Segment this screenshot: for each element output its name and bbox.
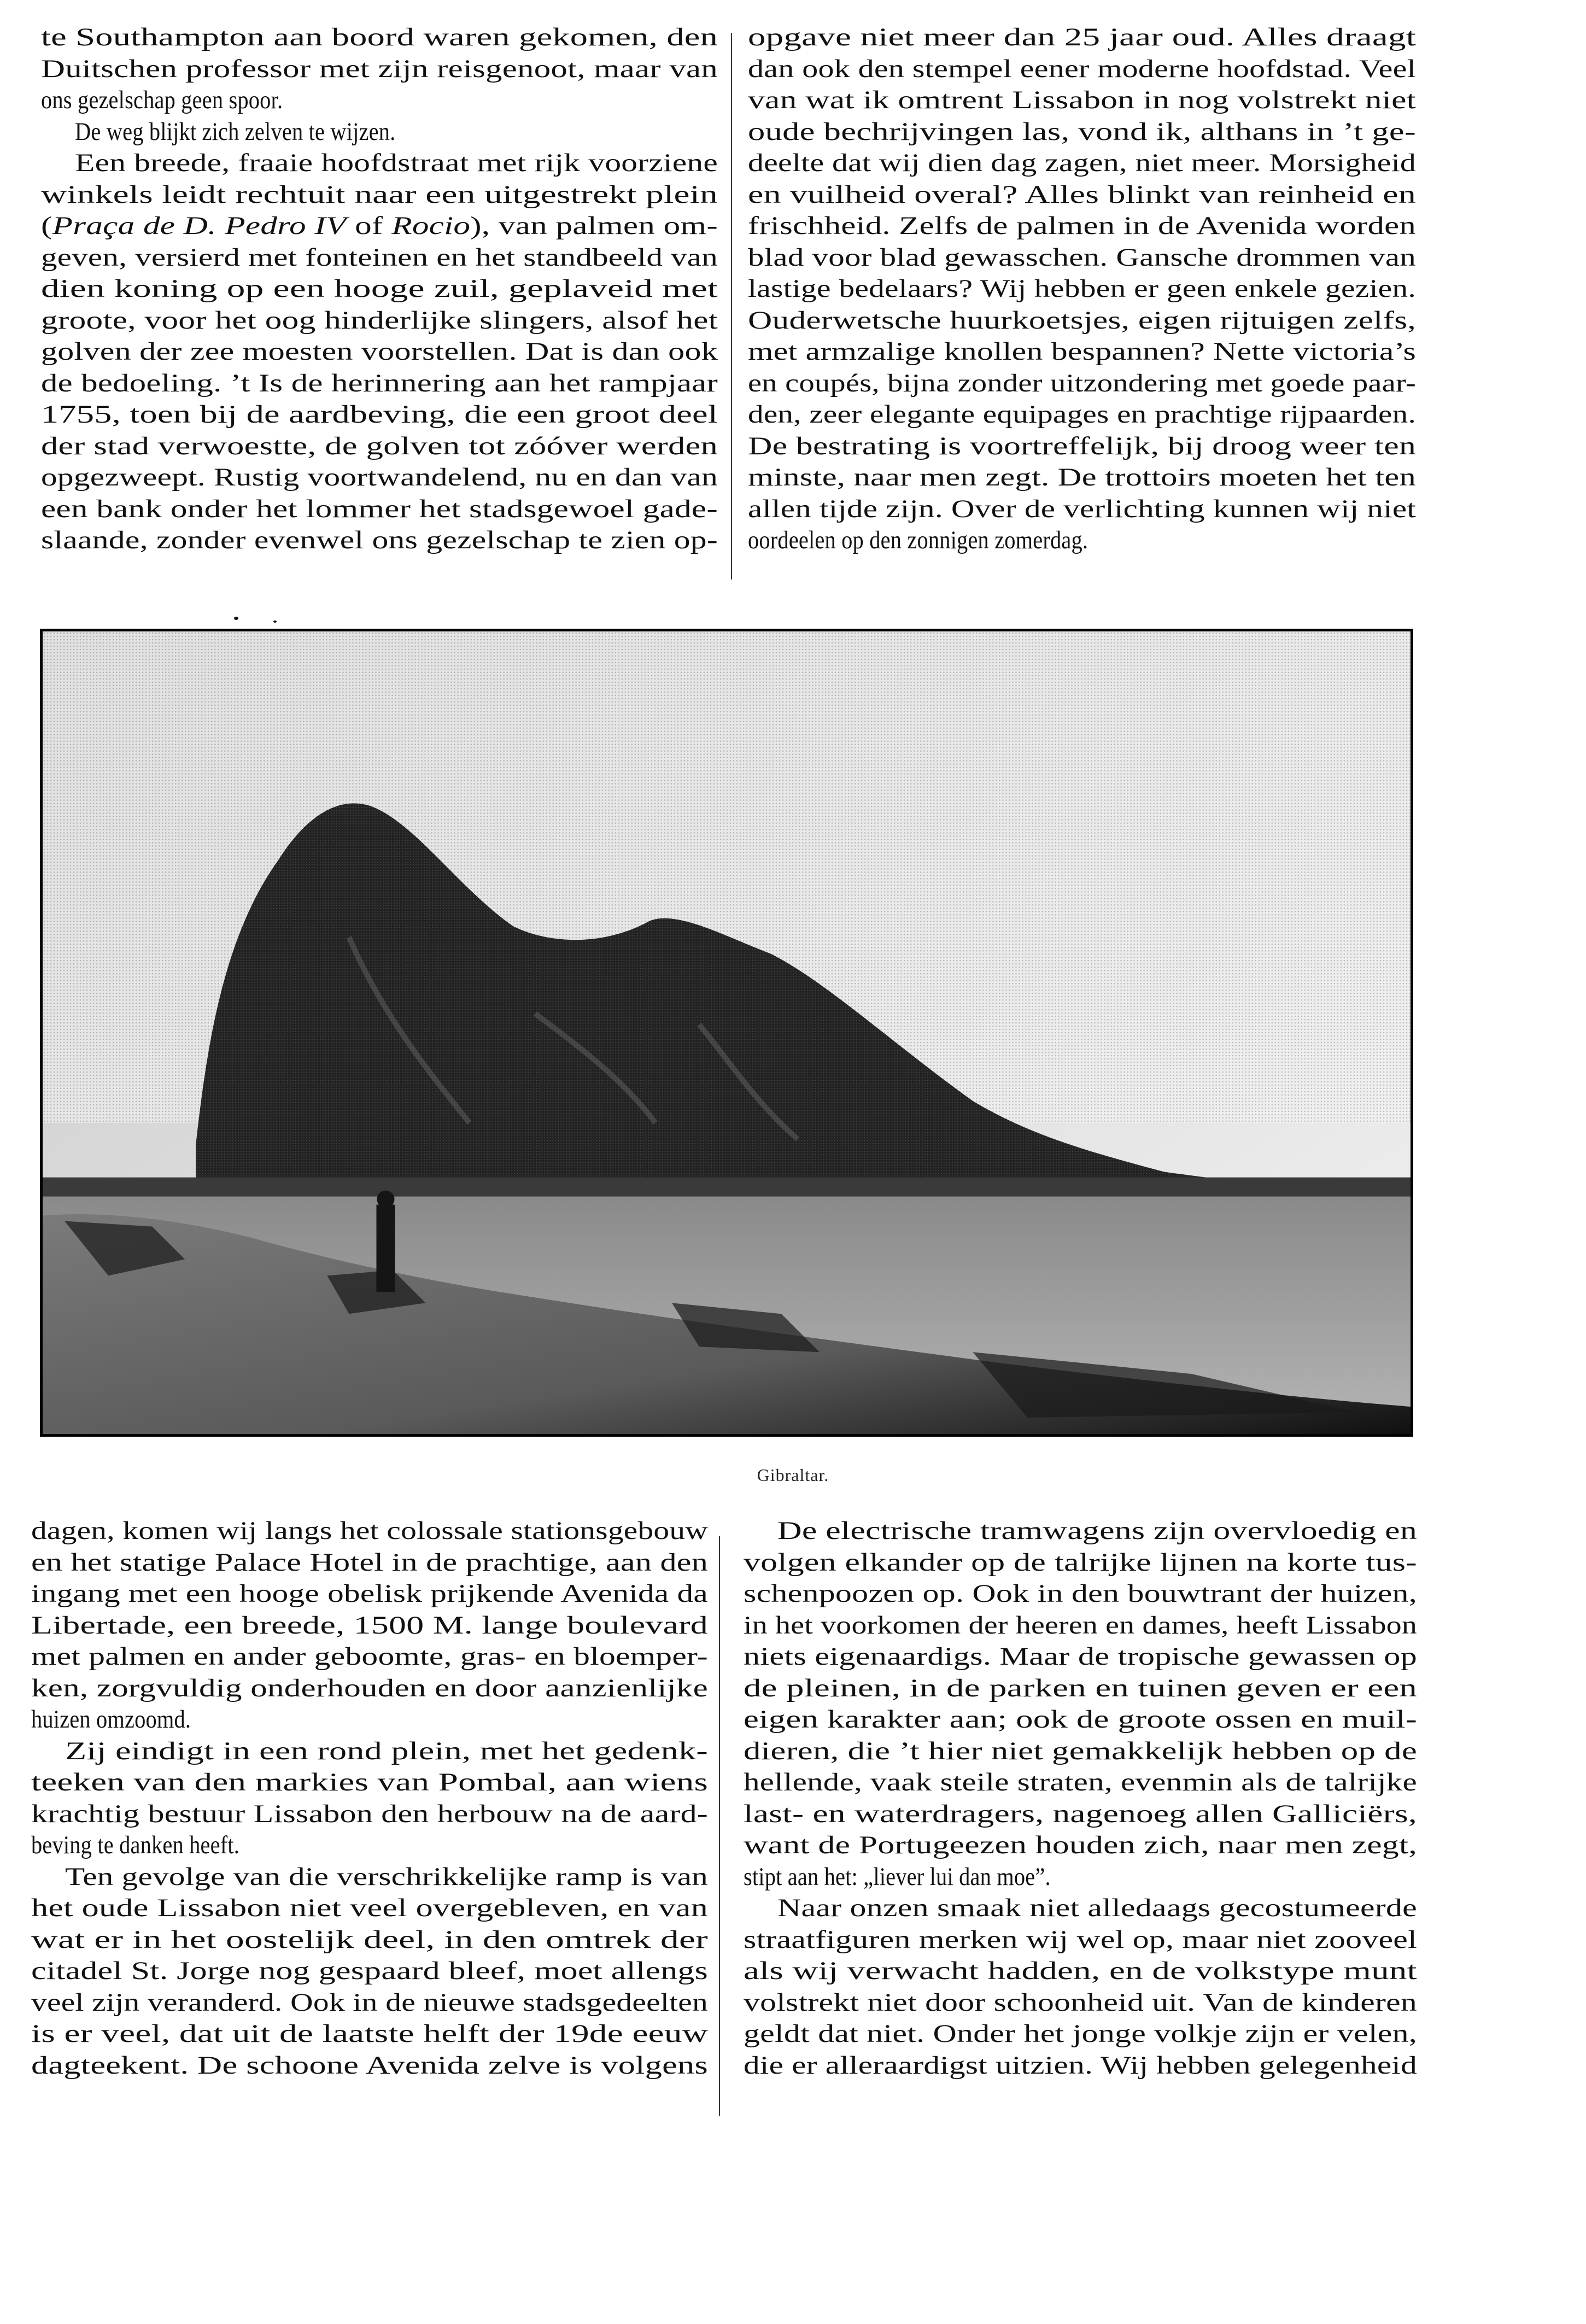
text-line: huizen omzoomd. [31, 1705, 191, 1734]
text-line: geldt dat niet. Onder het jonge volkje zijn er velen, [744, 2019, 1417, 2048]
text-line: veel zijn veranderd. Ook in de nieuwe stadsgedeelten [31, 1988, 708, 2017]
print-speck [234, 617, 238, 620]
text-line: schenpoozen op. Ook in den bouwtrant der huizen, [744, 1579, 1417, 1608]
text-line: der stad verwoestte, de golven tot zóóver werden [41, 431, 718, 460]
text-line: opgave niet meer dan 25 jaar oud. Alles draagt [748, 23, 1416, 51]
text-line: Een breede, fraaie hoofdstraat met rijk voorziene [75, 149, 718, 177]
text-line: en coupés, bijna zonder uitzondering met goede paar- [748, 368, 1416, 397]
text-line: deelte dat wij dien dag zagen, niet meer. Morsigheid [748, 149, 1416, 177]
italic-text: Rocio [391, 212, 471, 240]
text-line: allen tijde zijn. Over de verlichting kunnen wij niet [748, 494, 1416, 523]
text-line: De weg blijkt zich zelven te wijzen. [75, 117, 396, 146]
text-line: eigen karakter aan; ook de groote ossen en muil- [744, 1705, 1417, 1734]
text-line: minste, naar men zegt. De trottoirs moeten het ten [748, 463, 1416, 491]
text-line: te Southampton aan boord waren gekomen, den [41, 23, 718, 51]
italic-text: Praça de D. Pedro IV [52, 212, 347, 240]
top-left-column [41, 22, 718, 557]
text-line: last- en waterdragers, nagenoeg allen Galliciërs, [744, 1799, 1417, 1828]
text-line: ken, zorgvuldig onderhouden en door aanzienlijke [31, 1673, 708, 1702]
text-line: (Praça de D. Pedro IV of Rocio), van palmen om- [41, 212, 718, 240]
text-line: oordeelen op den zonnigen zomerdag. [748, 526, 1088, 554]
text-line: want de Portugeezen houden zich, naar men zegt, [744, 1831, 1417, 1859]
text-line: Libertade, een breede, 1500 M. lange boulevard [31, 1611, 708, 1640]
text-line: in het voorkomen der heeren en dames, heeft Lissabon [744, 1611, 1417, 1640]
text-line: groote, voor het oog hinderlijke slingers, alsof het [41, 306, 718, 335]
text-line: lastige bedelaars? Wij hebben er geen enkele gezien. [748, 274, 1416, 303]
text-line: en vuilheid overal? Alles blinkt van reinheid en [748, 180, 1416, 209]
text-line: met armzalige knollen bespannen? Nette victoria’s [748, 337, 1416, 366]
text-line: dieren, die ’t hier niet gemakkelijk hebben op de [744, 1736, 1417, 1765]
gibraltar-illustration [43, 631, 1411, 1434]
text-line: oude bechrijvingen las, vond ik, althans in ’t ge- [748, 117, 1416, 146]
text-line: slaande, zonder evenwel ons gezelschap te zien op- [41, 526, 718, 554]
standing-figure [376, 1205, 395, 1292]
text-line: De electrische tramwagens zijn overvloedig en [777, 1517, 1417, 1545]
column-divider-bottom [719, 1536, 720, 2116]
text-line: niets eigenaardigs. Maar de tropische gewassen op [744, 1642, 1417, 1671]
text-line: opgezweept. Rustig voortwandelend, nu en dan van [41, 463, 718, 491]
text-line: krachtig bestuur Lissabon den herbouw na de aard- [31, 1799, 708, 1828]
gibraltar-photo [40, 629, 1413, 1437]
text-line: den, zeer elegante equipages en prachtige rijpaarden. [748, 400, 1416, 429]
text-line: dien koning op een hooge zuil, geplaveid met [41, 274, 718, 303]
figure-caption: Gibraltar. [757, 1465, 829, 1485]
text-line: een bank onder het lommer het stadsgewoel gade- [41, 494, 718, 523]
print-speck [273, 620, 277, 623]
text-line: van wat ik omtrent Lissabon in nog volstrekt niet [748, 86, 1416, 114]
text-line: de pleinen, in de parken en tuinen geven er een [744, 1673, 1417, 1702]
text-line: hellende, vaak steile straten, evenmin als de talrijke [744, 1768, 1417, 1796]
text-line: ons gezelschap geen spoor. [41, 86, 283, 114]
text-line: ingang met een hooge obelisk prijkende Avenida da [31, 1579, 708, 1608]
text-line: Zij eindigt in een rond plein, met het gedenk- [65, 1736, 708, 1765]
text-line: met palmen en ander geboomte, gras- en bloemper- [31, 1642, 708, 1671]
text-line: winkels leidt rechtuit naar een uitgestrekt plein [41, 180, 718, 209]
top-right-column [748, 22, 1416, 557]
text-line: blad voor blad gewasschen. Gansche drommen van [748, 243, 1416, 272]
text-line: frischheid. Zelfs de palmen in de Avenida worden [748, 212, 1416, 240]
text-line: beving te danken heeft. [31, 1831, 240, 1859]
text-line: is er veel, dat uit de laatste helft der 19de eeuw [31, 2019, 708, 2048]
text-line: straatfiguren merken wij wel op, maar niet zooveel [744, 1925, 1417, 1954]
text-line: het oude Lissabon niet veel overgebleven, en van [31, 1894, 708, 1922]
text-line: Ten gevolge van die verschrikkelijke ramp is van [65, 1862, 708, 1891]
text-line: golven der zee moesten voorstellen. Dat is dan ook [41, 337, 718, 366]
text-line: de bedoeling. ’t Is de herinnering aan het rampjaar [41, 368, 718, 397]
text-line: Duitschen professor met zijn reisgenoot, maar van [41, 54, 718, 83]
text-line: dagen, komen wij langs het colossale stationsgebouw [31, 1517, 708, 1545]
text-line: wat er in het oostelijk deel, in den omtrek der [31, 1925, 708, 1954]
text-line: dan ook den stempel eener moderne hoofdstad. Veel [748, 54, 1416, 83]
text-line: die er alleraardigst uitzien. Wij hebben gelegenheid [744, 2051, 1417, 2080]
text-line: citadel St. Jorge nog gespaard bleef, moet allengs [31, 1957, 708, 1985]
column-divider-top [731, 33, 732, 579]
text-line: Ouderwetsche huurkoetsjes, eigen rijtuigen zelfs, [748, 306, 1416, 335]
text-line: teeken van den markies van Pombal, aan wiens [31, 1768, 708, 1796]
text-line: Naar onzen smaak niet alledaags gecostumeerde [777, 1894, 1417, 1922]
text-line: dagteekent. De schoone Avenida zelve is volgens [31, 2051, 708, 2080]
text-line: De bestrating is voortreffelijk, bij droog weer ten [748, 431, 1416, 460]
town-shoreline [43, 1178, 1411, 1199]
bottom-left-column [31, 1515, 708, 2081]
text-line: 1755, toen bij de aardbeving, die een groot deel [41, 400, 718, 429]
text-line: volgen elkander op de talrijke lijnen na korte tus- [744, 1548, 1417, 1577]
bottom-right-column [744, 1515, 1417, 2081]
text-line: stipt aan het: „liever lui dan moe”. [744, 1862, 1051, 1891]
text-line: en het statige Palace Hotel in de prachtige, aan den [31, 1548, 708, 1577]
text-line: geven, versierd met fonteinen en het standbeeld van [41, 243, 718, 272]
text-line: volstrekt niet door schoonheid uit. Van de kinderen [744, 1988, 1417, 2017]
text-line: als wij verwacht hadden, en de volkstype munt [744, 1957, 1417, 1985]
